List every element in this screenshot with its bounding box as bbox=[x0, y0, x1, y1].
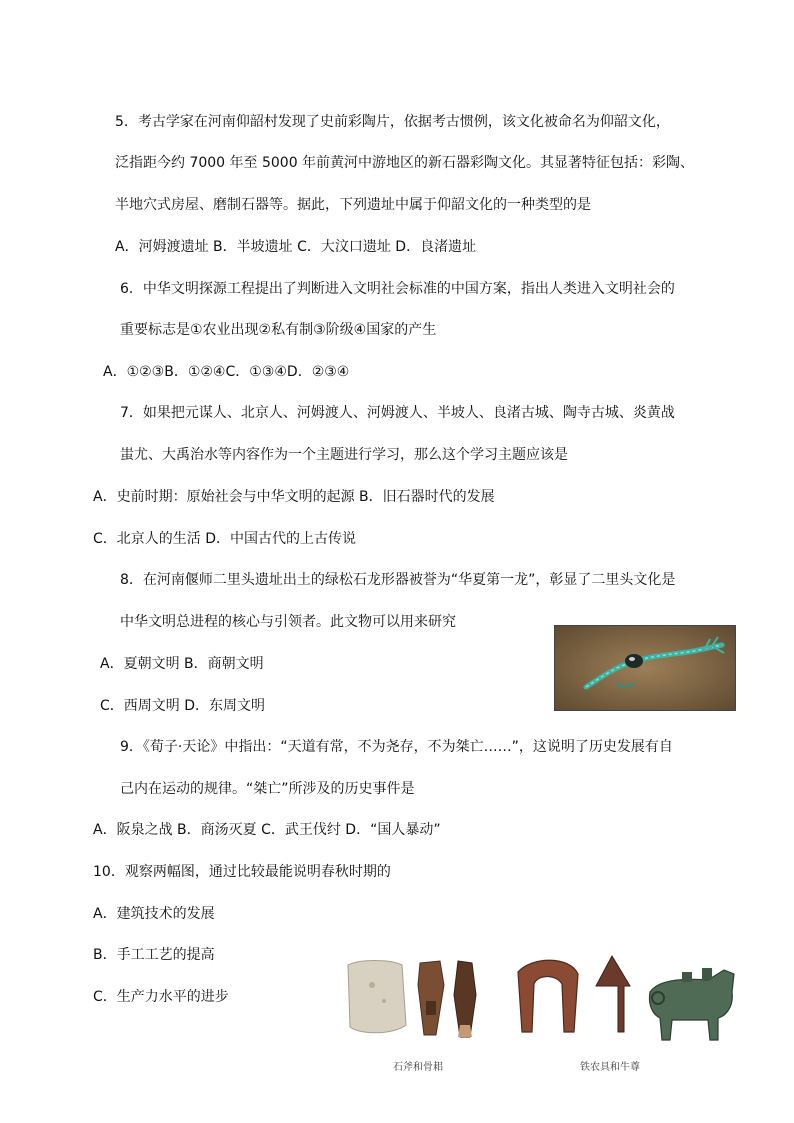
q5-line1: 5．考古学家在河南仰韶村发现了史前彩陶片，依据考古惯例，该文化被命名为仰韶文化， bbox=[115, 114, 670, 130]
q6-line2: 重要标志是①农业出现②私有制③阶级④国家的产生 bbox=[120, 322, 437, 338]
caption-iron-tools: 铁农具和牛尊 bbox=[580, 1062, 640, 1073]
q7-line1: 7．如果把元谋人、北京人、河姆渡人、河姆渡人、半坡人、良渚古城、陶寺古城、炎黄战 bbox=[120, 405, 675, 421]
stone-axe-bone-spade-image bbox=[340, 955, 500, 1045]
q8-line2: 中华文明总进程的核心与引领者。此文物可以用来研究 bbox=[120, 614, 456, 630]
q7-options-ab: A．史前时期：原始社会与中华文明的起源 B．旧石器时代的发展 bbox=[93, 489, 495, 505]
q10-line1: 10．观察两幅图，通过比较最能说明春秋时期的 bbox=[93, 864, 391, 880]
q5-line3: 半地穴式房屋、磨制石器等。据此，下列遗址中属于仰韶文化的一种类型的是 bbox=[115, 197, 591, 213]
q6-options: A．①②③B．①②④C．①③④D．②③④ bbox=[103, 364, 350, 380]
q8-line1: 8．在河南偃师二里头遗址出土的绿松石龙形器被誉为“华夏第一龙”，彰显了二里头文化是 bbox=[120, 572, 676, 588]
q10-option-a: A．建筑技术的发展 bbox=[93, 906, 215, 922]
q7-line2: 蚩尤、大禹治水等内容作为一个主题进行学习，那么这个学习主题应该是 bbox=[120, 447, 568, 463]
q5-line2: 泛指距今约 7000 年至 5000 年前黄河中游地区的新石器彩陶文化。其显著特征包括：彩陶、 bbox=[115, 155, 695, 171]
caption-stone-tools: 石斧和骨耜 bbox=[393, 1062, 443, 1073]
q6-line1: 6．中华文明探源工程提出了判断进入文明社会标准的中国方案，指出人类进入文明社会的 bbox=[120, 281, 675, 297]
q10-option-c: C．生产力水平的进步 bbox=[93, 989, 229, 1005]
q9-line2: 己内在运动的规律。“桀亡”所涉及的历史事件是 bbox=[120, 781, 415, 797]
q10-option-b: B．手工工艺的提高 bbox=[93, 947, 215, 963]
q8-options-ab: A．夏朝文明 B．商朝文明 bbox=[100, 656, 264, 672]
q9-line1: 9．《荀子·天论》中指出：“天道有常，不为尧存，不为桀亡……”，这说明了历史发展有自 bbox=[120, 739, 673, 755]
q7-options-cd: C．北京人的生活 D．中国古代的上古传说 bbox=[93, 531, 357, 547]
q5-options: A．河姆渡遗址 B．半坡遗址 C．大汶口遗址 D．良渚遗址 bbox=[115, 239, 477, 255]
iron-tools-ox-zun-image bbox=[512, 952, 748, 1046]
q8-options-cd: C．西周文明 D．东周文明 bbox=[100, 698, 266, 714]
q9-options: A．阪泉之战 B．商汤灭夏 C．武王伐纣 D．“国人暴动” bbox=[93, 822, 441, 838]
turquoise-dragon-photo bbox=[554, 625, 736, 711]
